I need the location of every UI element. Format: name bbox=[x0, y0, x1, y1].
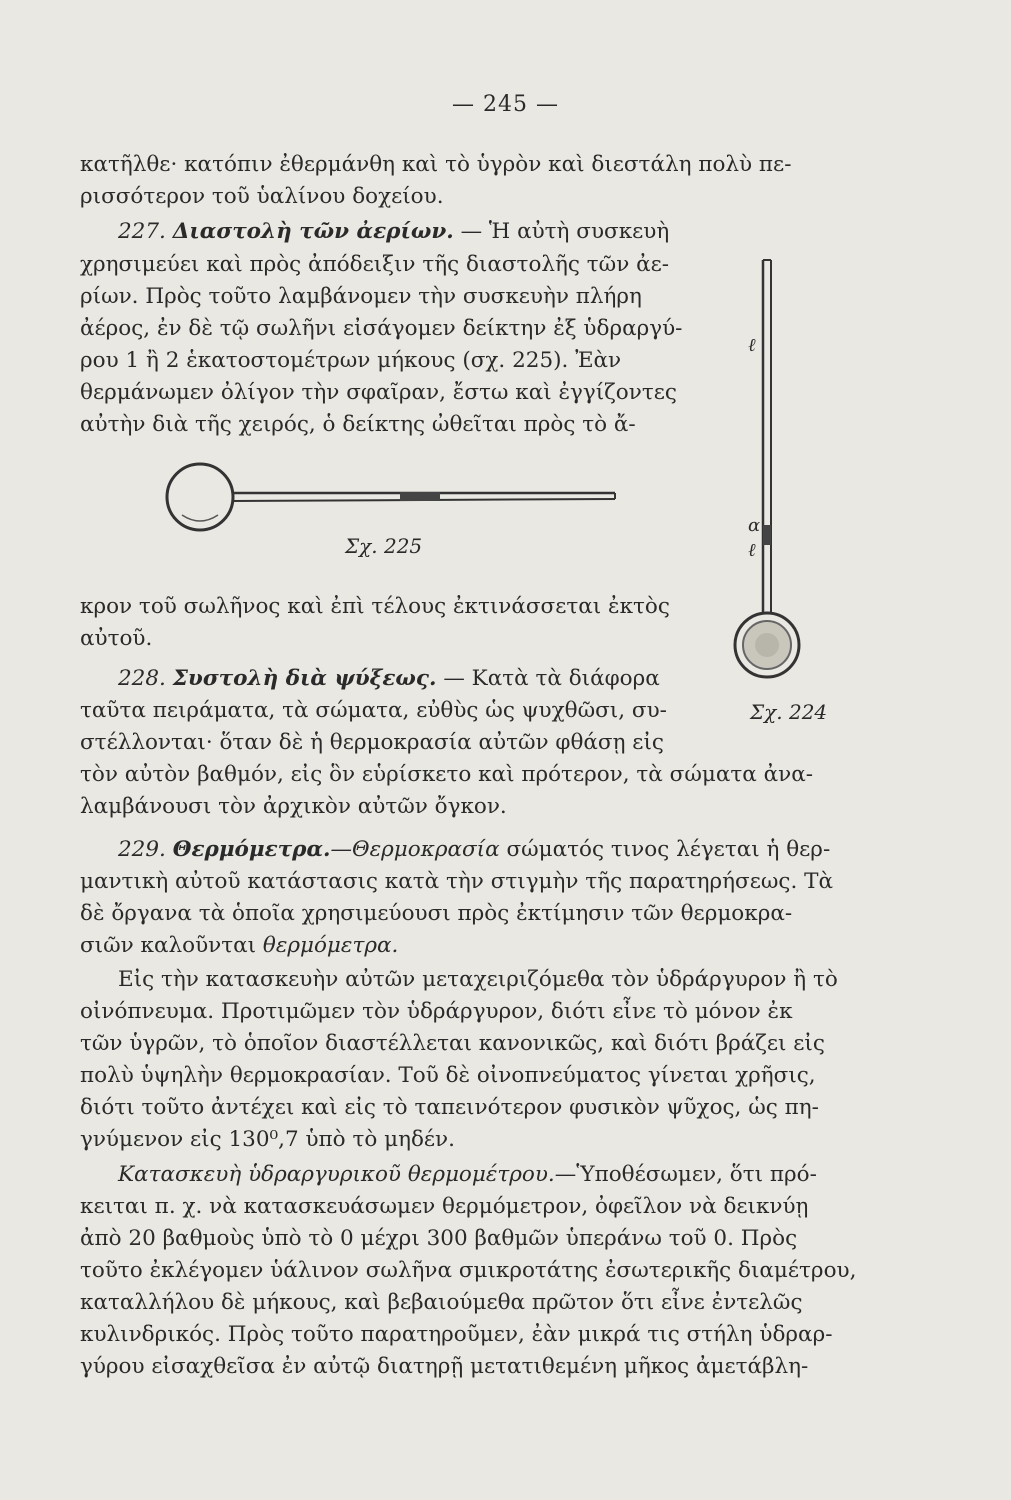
section-heading-rest: σώματός τινος λέγεται ἡ θερ- bbox=[499, 837, 831, 862]
text-line: διότι τοῦτο ἀντέχει καὶ εἰς τὸ ταπεινότερον φυσικὸν ψῦχος, ὡς πη- bbox=[80, 1095, 819, 1120]
text-line: οἰνόπνευμα. Προτιμῶμεν τὸν ὑδράργυρον, διότι εἶνε τὸ μόνον ἐκ bbox=[80, 999, 793, 1024]
figure-224-label-b: ℓ bbox=[748, 540, 756, 561]
text-line: στέλλονται· ὅταν δὲ ἡ θερμοκρασία αὐτῶν φθάσῃ εἰς bbox=[80, 730, 664, 755]
page-number: — 245 — bbox=[452, 92, 559, 117]
text-line: δὲ ὄργανα τὰ ὁποῖα χρησιμεύουσι πρὸς ἐκτίμησιν τῶν θερμοκρα- bbox=[80, 901, 793, 926]
text-line: τοῦτο ἐκλέγομεν ὑάλινον σωλῆνα σμικροτάτης ἐσωτερικῆς διαμέτρου, bbox=[80, 1258, 857, 1283]
text-line: μαντικὴ αὐτοῦ κατάστασις κατὰ τὴν στιγμὴν τῆς παρατηρήσεως. Τὰ bbox=[80, 869, 833, 894]
section-heading-rest: — Ἡ αὐτὴ συσκευὴ bbox=[453, 219, 670, 244]
text-line: αὐτοῦ. bbox=[80, 626, 153, 651]
text-line: κατῆλθε· κατόπιν ἐθερμάνθη καὶ τὸ ὑγρὸν καὶ διεστάλη πολὺ πε- bbox=[80, 152, 792, 177]
figure-225 bbox=[160, 455, 630, 545]
text-fragment: σιῶν καλοῦνται bbox=[80, 933, 263, 958]
term-italic: —Θερμοκρασία bbox=[330, 837, 500, 862]
text-line: αὐτὴν διὰ τῆς χειρός, ὁ δείκτης ὠθεῖται πρὸς τὸ ἄ- bbox=[80, 412, 636, 437]
text-line: Εἰς τὴν κατασκευὴν αὐτῶν μεταχειριζόμεθα τὸν ὑδράργυρον ἢ τὸ bbox=[118, 967, 838, 992]
section-title: Θερμόμετρα. bbox=[172, 837, 331, 862]
section-228-heading bbox=[118, 664, 718, 694]
text-line: ρου 1 ἢ 2 ἑκατοστομέτρων μήκους (σχ. 225). Ἐὰν bbox=[80, 348, 622, 373]
text-line: ρισσότερον τοῦ ὑαλίνου δοχείου. bbox=[80, 184, 444, 209]
text-line: κυλινδρικός. Πρὸς τοῦτο παρατηροῦμεν, ἐὰν μικρά τις στήλη ὑδραρ- bbox=[80, 1322, 833, 1347]
text-line: γύρου εἰσαχθεῖσα ἐν αὐτῷ διατηρῇ μετατιθεμένη μῆκος ἀμετάβλη- bbox=[80, 1354, 809, 1379]
text-fragment: —Ὑποθέσωμεν, ὅτι πρό- bbox=[554, 1162, 817, 1187]
section-229-heading bbox=[118, 835, 860, 865]
text-line: κειται π. χ. νὰ κατασκευάσωμεν θερμόμετρον, ὀφεῖλον νὰ δεικνύῃ bbox=[80, 1194, 809, 1219]
text-line: κρον τοῦ σωλῆνος καὶ ἐπὶ τέλους ἐκτινάσσεται ἐκτὸς bbox=[80, 594, 670, 619]
term-italic: θερμόμετρα. bbox=[262, 933, 399, 958]
figure-225-caption: Σχ. 225 bbox=[345, 534, 423, 558]
text-line: λαμβάνουσι τὸν ἀρχικὸν αὐτῶν ὄγκον. bbox=[80, 794, 507, 819]
text-line bbox=[80, 931, 860, 961]
text-line: καταλλήλου δὲ μήκους, καὶ βεβαιούμεθα πρῶτον ὅτι εἶνε ἐντελῶς bbox=[80, 1290, 803, 1315]
text-line: ἀέρος, ἐν δὲ τῷ σωλῆνι εἰσάγομεν δείκτην ἐξ ὑδραργύ- bbox=[80, 316, 683, 341]
figure-224-label-top: ℓ bbox=[748, 335, 756, 356]
text-line bbox=[118, 1160, 860, 1190]
figure-224-label-a: α bbox=[748, 515, 761, 536]
text-line: θερμάνωμεν ὀλίγον τὴν σφαῖραν, ἔστω καὶ ἐγγίζοντες bbox=[80, 380, 677, 405]
section-heading-rest: — Κατὰ τὰ διάφορα bbox=[436, 666, 660, 691]
text-line: πολὺ ὑψηλὴν θερμοκρασίαν. Τοῦ δὲ οἰνοπνεύματος γίνεται χρῆσις, bbox=[80, 1063, 816, 1088]
figure-224-caption: Σχ. 224 bbox=[750, 700, 828, 724]
text-line: χρησιμεύει καὶ πρὸς ἀπόδειξιν τῆς διαστολῆς τῶν ἀε- bbox=[80, 252, 670, 277]
section-title: Συστολὴ διὰ ψύξεως. bbox=[172, 666, 437, 691]
subheading-italic: Κατασκευὴ ὑδραργυρικοῦ θερμομέτρου. bbox=[118, 1162, 555, 1187]
text-line: ταῦτα πειράματα, τὰ σώματα, εὐθὺς ὡς ψυχθῶσι, συ- bbox=[80, 698, 667, 723]
section-number: 229. bbox=[118, 837, 166, 862]
section-number: 227. bbox=[118, 219, 166, 244]
text-line: τῶν ὑγρῶν, τὸ ὁποῖον διαστέλλεται κανονικῶς, καὶ διότι βράζει εἰς bbox=[80, 1031, 825, 1056]
text-line: γνύμενον εἰς 130⁰,7 ὑπὸ τὸ μηδέν. bbox=[80, 1127, 455, 1152]
section-number: 228. bbox=[118, 666, 166, 691]
figure-224 bbox=[725, 240, 815, 690]
text-line: ρίων. Πρὸς τοῦτο λαμβάνομεν τὴν συσκευὴν πλήρη bbox=[80, 284, 642, 309]
text-line: τὸν αὐτὸν βαθμόν, εἰς ὃν εὑρίσκετο καὶ πρότερον, τὰ σώματα ἀνα- bbox=[80, 762, 813, 787]
section-title: Διαστολὴ τῶν ἀερίων. bbox=[172, 219, 454, 244]
text-line: ἀπὸ 20 βαθμοὺς ὑπὸ τὸ 0 μέχρι 300 βαθμῶν ὑπεράνω τοῦ 0. Πρὸς bbox=[80, 1226, 798, 1251]
